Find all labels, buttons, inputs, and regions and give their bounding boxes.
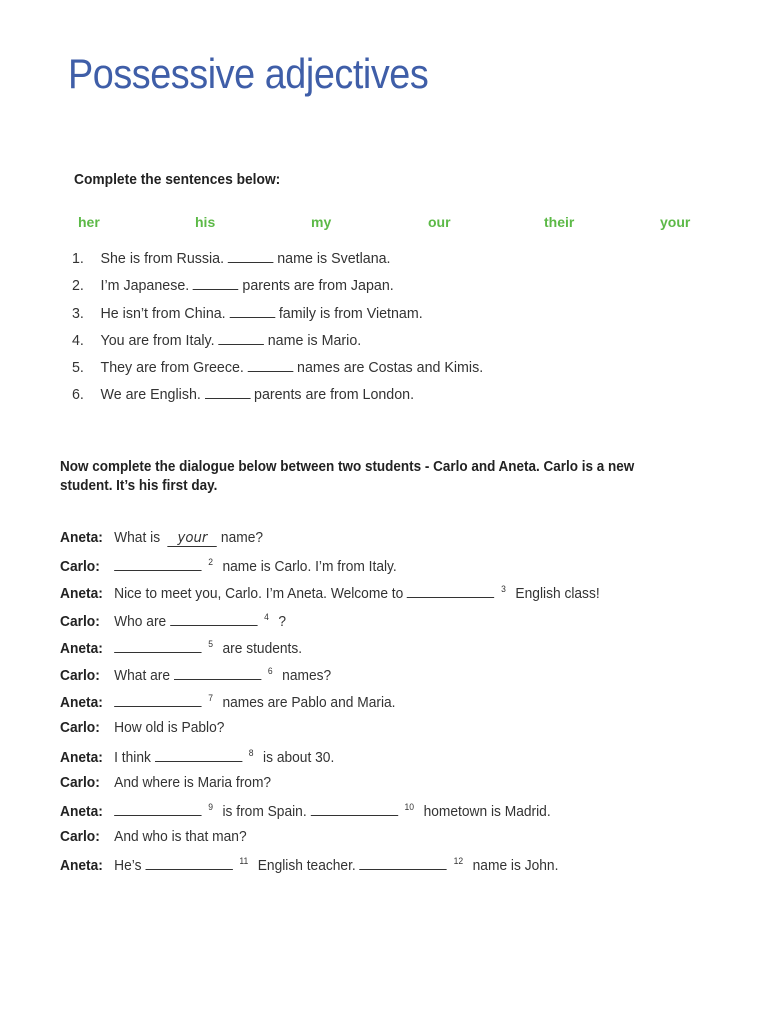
blank-number: 7 — [208, 693, 213, 704]
dialogue-text: How old is Pablo? — [114, 720, 225, 737]
answer-blank[interactable] — [311, 803, 398, 816]
word-bank-item: their — [544, 214, 575, 230]
answer-blank[interactable] — [193, 277, 239, 290]
dialogue-text: Who are — [114, 613, 171, 630]
speaker-label: Aneta: — [60, 586, 103, 603]
answer-blank[interactable] — [170, 613, 257, 626]
dialogue-text: He’s — [114, 858, 146, 875]
speaker-label: Aneta: — [60, 803, 103, 820]
dialogue-text: names are Pablo and Maria. — [222, 695, 396, 712]
page-title: Possessive adjectives — [68, 50, 429, 97]
dialogue-text: is from Spain. — [222, 803, 311, 820]
answer-blank[interactable] — [145, 857, 232, 870]
blank-number: 9 — [208, 801, 213, 812]
answer-blank[interactable] — [228, 250, 274, 263]
dialogue-text: And where is Maria from? — [114, 774, 272, 791]
sentence-item: 3. He isn’t from China. family is from Vietnam. — [72, 304, 423, 322]
example-answer: your — [168, 530, 217, 547]
dialogue-line — [60, 856, 600, 883]
dialogue-text: What is — [114, 530, 164, 546]
answer-blank[interactable] — [174, 667, 261, 680]
dialogue-text: are students. — [222, 640, 303, 657]
sentence-item: 1. She is from Russia. name is Svetlana. — [72, 250, 391, 267]
sentence-item: 6. We are English. parents are from London. — [72, 386, 415, 404]
answer-blank[interactable] — [155, 749, 242, 762]
speaker-label: Carlo: — [60, 720, 100, 737]
answer-blank[interactable] — [114, 803, 201, 816]
blank-number: 5 — [208, 638, 213, 649]
dialogue-text: is about 30. — [263, 749, 335, 766]
dialogue-text: hometown is Madrid. — [423, 803, 551, 820]
blank-number: 11 — [239, 856, 249, 867]
word-bank-item: her — [78, 214, 100, 230]
dialogue-line — [60, 720, 600, 747]
word-bank-item: our — [428, 214, 451, 230]
answer-blank[interactable] — [114, 640, 201, 653]
dialogue-line — [60, 775, 600, 802]
speaker-label: Carlo: — [60, 829, 100, 846]
dialogue-text: And who is that man? — [114, 829, 247, 846]
dialogue-text: English teacher. — [257, 858, 360, 875]
dialogue-text: ? — [278, 613, 287, 630]
answer-blank[interactable] — [229, 305, 275, 318]
speaker-label: Aneta: — [60, 695, 103, 712]
dialogue-line — [60, 557, 600, 584]
dialogue-line — [60, 612, 600, 639]
dialogue-line — [60, 639, 600, 666]
speaker-label: Aneta: — [60, 858, 103, 875]
word-bank-item: your — [660, 214, 691, 230]
exercise2-instruction: Now complete the dialogue below between two students - Carlo and Aneta. Carlo is a new student. It’s his first day. — [60, 459, 635, 494]
dialogue-text: name is John. — [472, 858, 559, 875]
dialogue-text: names? — [282, 667, 332, 684]
blank-number: 6 — [267, 665, 273, 676]
speaker-label: Carlo: — [60, 667, 100, 684]
answer-blank[interactable] — [218, 332, 264, 345]
dialogue-text: I think — [114, 749, 155, 766]
answer-blank[interactable] — [248, 359, 294, 372]
blank-number: 10 — [404, 801, 415, 812]
sentence-item: 2. I’m Japanese. parents are from Japan. — [72, 277, 394, 295]
blank-number: 3 — [501, 584, 506, 595]
blank-number: 4 — [264, 611, 269, 622]
dialogue-text: name is Carlo. I’m from Italy. — [222, 559, 397, 576]
blank-number: 8 — [248, 747, 254, 758]
speaker-label: Aneta: — [60, 640, 103, 657]
dialogue-line — [60, 748, 600, 775]
dialogue-text: What are — [114, 667, 174, 684]
speaker-label: Carlo: — [60, 559, 100, 576]
dialogue-line — [60, 829, 600, 856]
word-bank-item: my — [311, 214, 332, 230]
dialogue-text: English class! — [515, 586, 600, 603]
speaker-label: Aneta: — [60, 530, 103, 546]
answer-blank[interactable] — [360, 857, 447, 870]
dialogue-line — [60, 530, 600, 557]
sentence-item: 4. You are from Italy. name is Mario. — [72, 331, 362, 349]
exercise1-sentences — [72, 250, 505, 414]
exercise1-instruction: Complete the sentences below: — [74, 171, 281, 188]
answer-blank[interactable] — [205, 386, 251, 399]
dialogue-line — [60, 666, 600, 693]
dialogue-line — [60, 584, 600, 611]
dialogue-line — [60, 802, 600, 829]
word-bank — [78, 214, 698, 234]
blank-number: 2 — [208, 557, 213, 568]
speaker-label: Aneta: — [60, 749, 103, 766]
answer-blank[interactable] — [407, 585, 494, 598]
sentence-item: 5. They are from Greece. names are Costas and Kimis. — [72, 359, 484, 377]
speaker-label: Carlo: — [60, 774, 100, 791]
dialogue — [60, 530, 628, 883]
answer-blank[interactable] — [114, 558, 201, 571]
dialogue-line — [60, 693, 600, 720]
answer-blank[interactable] — [114, 694, 201, 707]
dialogue-text: name? — [220, 530, 264, 546]
word-bank-item: his — [195, 214, 216, 230]
blank-number: 12 — [453, 856, 464, 867]
speaker-label: Carlo: — [60, 613, 100, 630]
dialogue-text: Nice to meet you, Carlo. I’m Aneta. Welcome to — [114, 586, 408, 603]
